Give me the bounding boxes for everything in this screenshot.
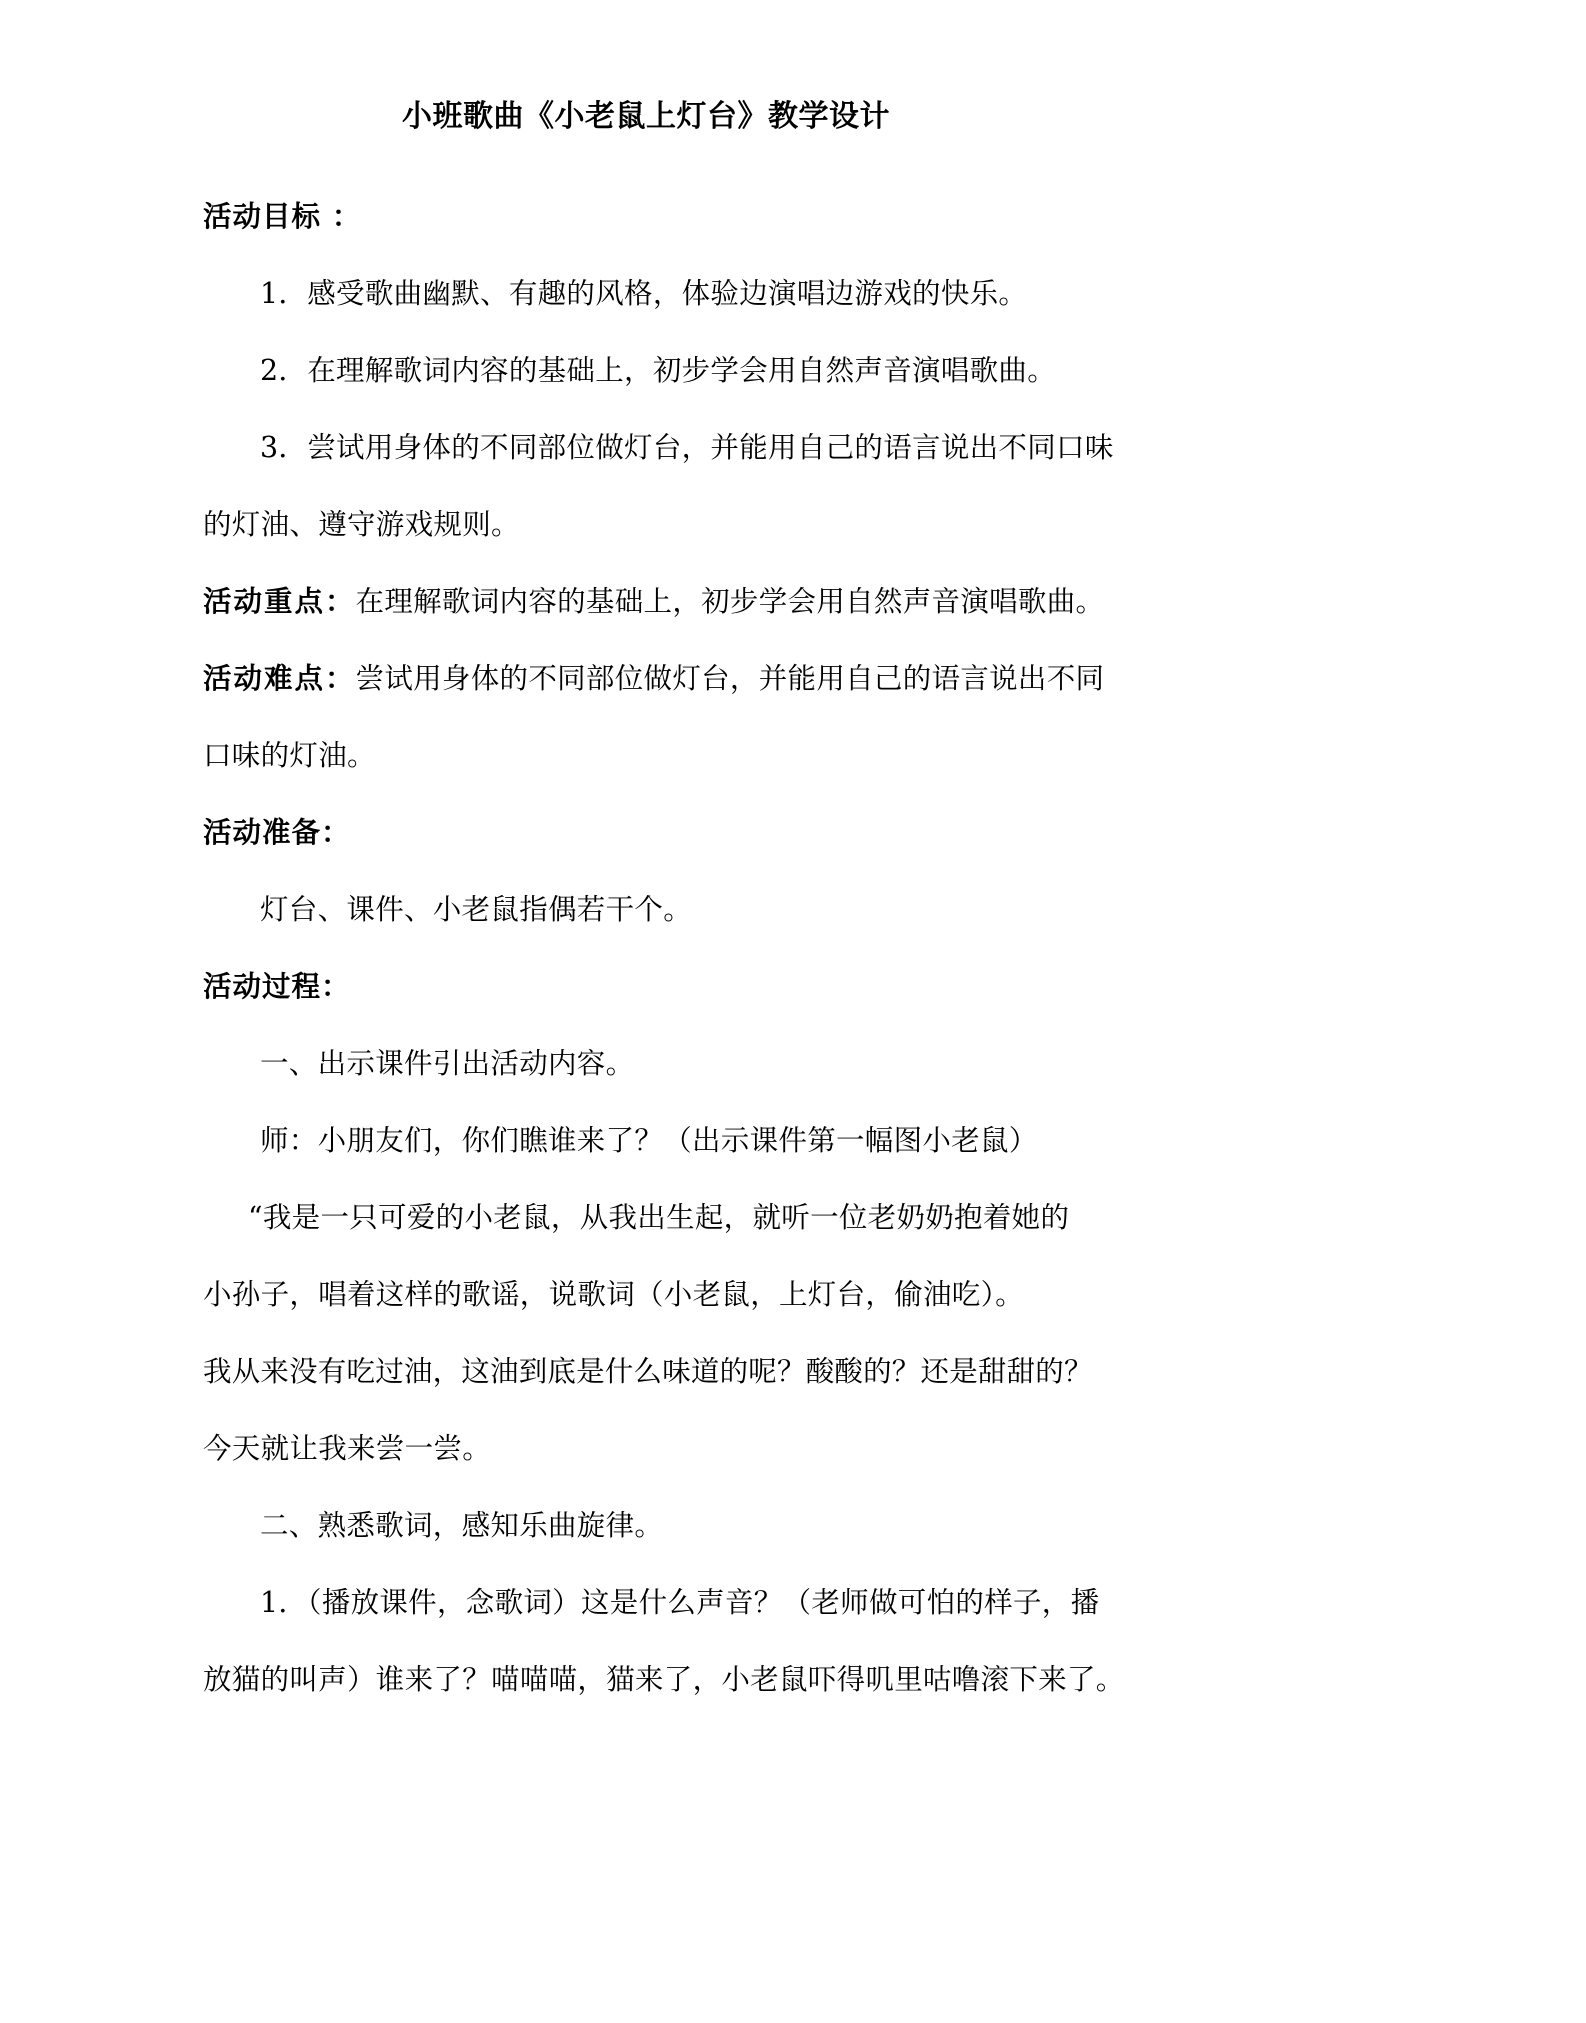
focus-text: 在理解歌词内容的基础上，初步学会用自然声音演唱歌曲。 <box>355 585 1105 618</box>
preparation-heading: 活动准备： <box>203 815 351 849</box>
quote-line-1: “我是一只可爱的小老鼠，从我出生起，就听一位老奶奶抱着她的 <box>248 1201 1070 1234</box>
quote-line-2: 小孙子，唱着这样的歌谣，说歌词（小老鼠，上灯台，偷油吃）。 <box>203 1278 1024 1311</box>
difficulty-text-line-2: 口味的灯油。 <box>203 739 376 772</box>
objective-item-3-line-2: 的灯油、遵守游戏规则。 <box>203 508 520 541</box>
quote-line-3: 我从来没有吃过油，这油到底是什么味道的呢？酸酸的？还是甜甜的？ <box>203 1355 1093 1388</box>
step-two-item-1-line-2: 放猫的叫声）谁来了？喵喵喵，猫来了，小老鼠吓得叽里咕噜滚下来了。 <box>203 1663 1125 1696</box>
process-heading: 活动过程： <box>203 969 351 1003</box>
objectives-heading: 活动目标 ： <box>203 199 362 233</box>
difficulty-paragraph <box>203 640 1105 717</box>
process-step-two: 二、熟悉歌词，感知乐曲旋律。 <box>260 1509 664 1542</box>
difficulty-text-line-1: 尝试用身体的不同部位做灯台，并能用自己的语言说出不同 <box>355 662 1105 695</box>
quote-line-4: 今天就让我来尝一尝。 <box>203 1432 492 1465</box>
document-body <box>203 96 1125 1718</box>
process-step-one: 一、出示课件引出活动内容。 <box>260 1047 635 1080</box>
preparation-text: 灯台、课件、小老鼠指偶若干个。 <box>260 893 693 926</box>
page-title: 小班歌曲《小老鼠上灯台》教学设计 <box>402 99 890 134</box>
focus-paragraph <box>203 563 1105 640</box>
objective-item-3-line-1: 3．尝试用身体的不同部位做灯台，并能用自己的语言说出不同口味 <box>260 431 1114 464</box>
teacher-prompt: 师：小朋友们，你们瞧谁来了？（出示课件第一幅图小老鼠） <box>260 1124 1038 1157</box>
objective-item-1: 1．感受歌曲幽默、有趣的风格，体验边演唱边游戏的快乐。 <box>260 277 1028 310</box>
step-two-item-1-line-1: 1．（播放课件，念歌词）这是什么声音？（老师做可怕的样子，播 <box>260 1586 1100 1619</box>
difficulty-label: 活动难点： <box>203 661 356 695</box>
focus-label: 活动重点： <box>203 584 356 618</box>
objective-item-2: 2．在理解歌词内容的基础上，初步学会用自然声音演唱歌曲。 <box>260 354 1057 387</box>
